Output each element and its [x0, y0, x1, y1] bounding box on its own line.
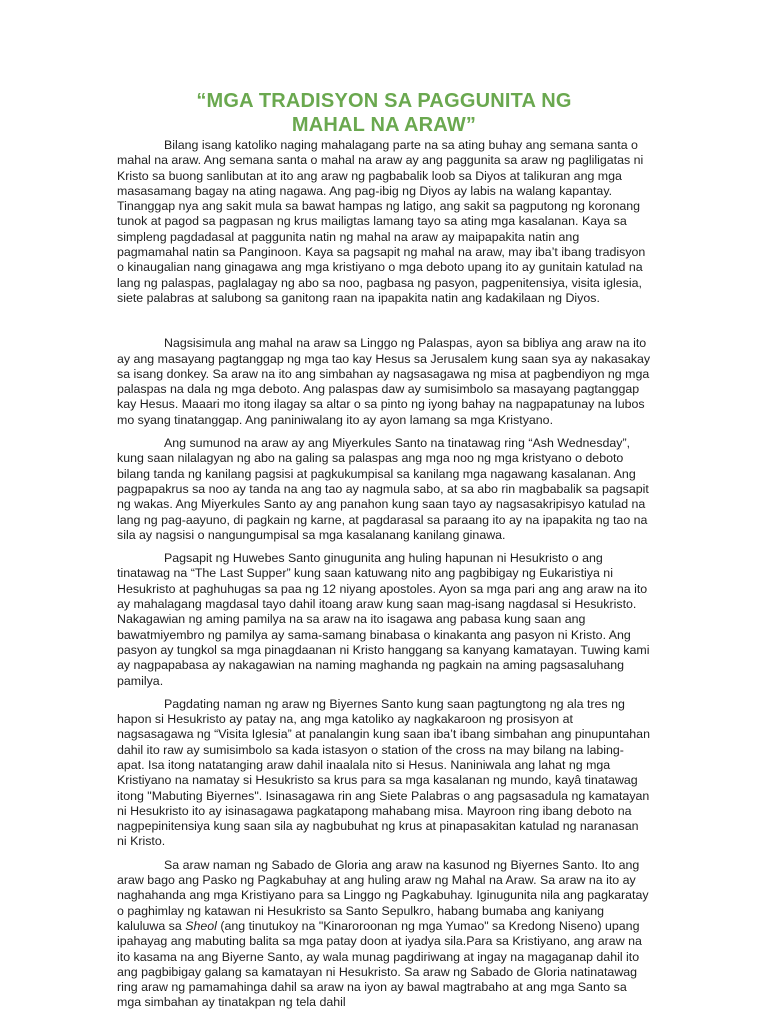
paragraph-biyernes-santo: Pagdating naman ng araw ng Biyernes Santo kung saan pagtungtong ng ala tres ng hapon si Hesukristo ay patay na, ang mga katoliko ay nagkakaroon ng prosisyon at nagsasagawa ng “Visita Iglesia” at panalangin kung saan iba’t ibang simbahan ang pinupuntahan dahil ito raw ay sumisimbolo sa kada istasyon o station of the cross na may bilang na labing-apat. Isa itong natatanging araw dahil inaalala nito si Hesus. Naniniwala ang lahat ng mga Kristiyano na namatay si Hesukristo sa krus para sa mga kasalanan ng mundo, kayâ tinatawag itong "Mabuting Biyernes". Isinasagawa rin ang Siete Palabras o ang pagsasadula ng kamatayan ni Hesukristo ito ay isinasagawa pagkatapong mahabang misa. Mayroon ring ibang deboto na nagpepinitensiya kung saan sila ay nagbubuhat ng krus at pinapasakitan katulad ng naranasan ni Kristo. [117, 696, 650, 849]
paragraph-sabado-de-gloria [117, 858, 651, 1011]
paragraph-intro: Bilang isang katoliko naging mahalagang parte na sa ating buhay ang semana santa o mahal na araw. Ang semana santa o mahal na araw ay ang paggunita sa araw ng pagliligatas ni Kristo sa buong sanlibutan at ito ang araw ng pagbabalik loob sa Diyos at talikuran ang mga masasamang bagay na ating nagawa. Ang pag-ibig ng Diyos ay labis na walang kapantay. Tinanggap nya ang sakit mula sa bawat hampas ng latigo, ang sakit sa pagputong ng koronang tunok at pagod sa pagpasan ng krus mailigtas lamang tayo sa ating mga kasalanan. Kaya sa simpleng pagdadasal at paggunita natin ng mahal na araw ay maipapakita natin ang pagmamahal natin sa Panginoon. Kaya sa pagsapit ng mahal na araw, may iba’t ibang tradisyon o kinaugalian nang ginagawa ang mga kristiyano o mga deboto upang ito ay gunitain katulad na lang ng palaspas, paglalagay ng abo sa noo, pagbasa ng pasyon, pagpenitensiya, visita iglesia, siete palabras at salubong sa ganitong raan na ipapakita natin ang kadakilaan ng Diyos. [117, 138, 646, 305]
paragraph-sabado-part-1: Sa araw naman ng Sabado de Gloria ang araw na kasunod ng Biyernes Santo. Ito ang araw bago ang Pasko ng Pagkabuhay at ang huling araw ng Mahal na Araw. Sa araw na ito ay naghahanda ang mga Kristiyano para sa Linggo ng Pagkabuhay. Iginugunita nila ang pagkaratay o paghimlay ng katawan ni Hesukristo sa Santo Sepulkro, habang bumaba ang kaniyang kaluluwa sa [117, 857, 649, 933]
document-body [117, 138, 651, 1019]
paragraph-huwebes-santo: Pagsapit ng Huwebes Santo ginugunita ang huling hapunan ni Hesukristo o ang tinatawag na “The Last Supper” kung saan katuwang nito ang pagbibigay ng Eukaristiya ni Hesukristo at paghuhugas sa paa ng 12 niyang apostoles. Ayon sa mga pari ang ang araw na ito ay mahalagang magdasal tayo dahil itoang araw kung saan mag-isang nagdasal si Hesukristo. Nakagawian ng aming pamilya na sa araw na ito isagawa ang pabasa kung saan ang bawatmiyembro ng pamilya ay sama-samang binabasa o kinakanta ang pasyon ni Kristo. Ang pasyon ay tungkol sa mga pinagdaanan ni Kristo hanggang sa kanyang kamatayan. Tuwing kami ay nagpapabasa ay nakagawian na naming maghanda ng pagkain na aming pagsasaluhang pamilya. [117, 551, 650, 688]
paragraph-sabado-part-2: (ang tinutukoy na "Kinaroroonan ng mga Yumao" sa Kredong Niseno) upang ipahayag ang mabuting balita sa mga patay doon at iyadya sila.Para sa Kristiyano, ang araw na ito kasama na ang Biyerne Santo, ay wala munag pagdiriwang at ingay na magaganap dahil ito ang pagbibigay galang sa kamatayan ni Hesukristo. Sa araw ng Sabado de Gloria natinatawag ring araw ng pamamahinga dahil sa araw na iyon ay bawal magtrabaho at ang mga Santo sa mga simbahan ay tinatakpan ng tela dahil [117, 918, 642, 1010]
title-line-2: MAHAL NA ARAW” [291, 114, 477, 136]
sheol-term: Sheol [185, 918, 217, 933]
document-title [0, 89, 768, 137]
paragraph-miyerkules-santo: Ang sumunod na araw ay ang Miyerkules Santo na tinatawag ring “Ash Wednesday”, kung saan nilalagyan ng abo na galing sa palaspas ang mga noo ng mga kristyano o deboto bilang tanda ng kanilang pagsisi at pagkukumpisal sa kanilang mga nagawang kasalanan. Ang pagpapakrus sa noo ay tanda na ang tao ay nagmula sabo, at sa abo rin magbabalik sa pagsapit ng wakas. Ang Miyerkules Santo ay ang panahon kung saan tayo ay nagsasakripisyo katulad na lang ng pag-aayuno, di pagkain ng karne, at pagdarasal sa paraang ito ay na ipapakita ng tao na sila ay nagsisi o nangungumpisal sa mga kasalanang kanilang ginawa. [117, 436, 649, 542]
paragraph-linggo-ng-palaspas: Nagsisimula ang mahal na araw sa Linggo ng Palaspas, ayon sa bibliya ang araw na ito ay ang masayang pagtanggap ng mga tao kay Hesus sa Jerusalem kung saan sya ay nakasakay sa isang donkey. Sa araw na ito ang simbahan ay nagsasagawa ng misa at pagbendiyon ng mga palaspas na dala ng mga deboto. Ang palaspas daw ay sumisimbolo sa masayang pagtanggap kay Hesus. Maaari mo itong ilagay sa altar o sa pinto ng iyong bahay na nagpapatunay na lubos mo syang tinatanggap. Ang paniniwalang ito ay ayon lamang sa mga Kristyano. [117, 336, 651, 427]
title-line-1: “MGA TRADISYON SA PAGGUNITA NG [196, 90, 572, 112]
